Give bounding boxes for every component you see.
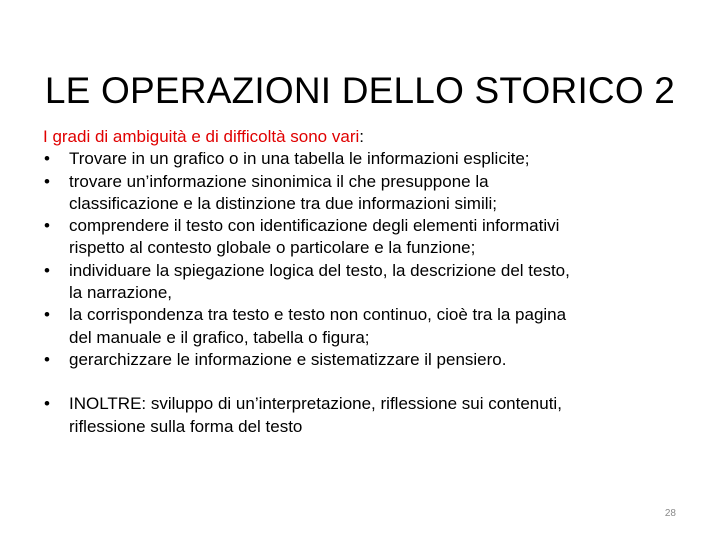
list-item (43, 349, 693, 371)
list-item-line: la corrispondenza tra testo e testo non continuo, cioè tra la pagina (69, 305, 567, 325)
list-item-line: del manuale e il grafico, tabella o figura; (69, 327, 370, 347)
extra-bullet-list (43, 393, 693, 438)
intro-red-text: I gradi di ambiguità e di difficoltà sono vari (43, 127, 360, 146)
bullet-icon: • (44, 216, 50, 236)
list-item-line: trovare un’informazione sinonimica il che presuppone la (69, 171, 489, 191)
list-item (43, 148, 693, 170)
slide-title: LE OPERAZIONI DELLO STORICO 2 (44, 69, 676, 111)
list-item-line: individuare la spiegazione logica del testo, la descrizione del testo, (69, 260, 570, 280)
slide-content (43, 126, 693, 438)
bullet-icon: • (44, 149, 50, 169)
list-item-line: classificazione e la distinzione tra due informazioni simili; (69, 193, 498, 213)
list-item (43, 260, 693, 305)
list-item-line: la narrazione, (69, 283, 173, 303)
list-item-line: riflessione sulla forma del testo (69, 416, 303, 436)
list-item-line: comprendere il testo con identificazione degli elementi informativi (69, 216, 560, 236)
list-item (43, 304, 693, 349)
list-item-line: gerarchizzare le informazione e sistematizzare il pensiero. (69, 349, 507, 369)
spacer (43, 371, 693, 393)
bullet-icon: • (44, 305, 50, 325)
bullet-icon: • (44, 394, 50, 414)
list-item (43, 215, 693, 260)
bullet-icon: • (44, 260, 50, 280)
list-item (43, 171, 693, 216)
page-number: 28 (664, 508, 676, 519)
list-item (43, 393, 693, 438)
intro-line (43, 126, 693, 148)
intro-colon: : (359, 127, 364, 146)
bullet-list (43, 148, 693, 371)
list-item-line: INOLTRE: sviluppo di un’interpretazione, riflessione sui contenuti, (69, 394, 562, 414)
list-item-line: Trovare in un grafico o in una tabella le informazioni esplicite; (69, 149, 530, 169)
bullet-icon: • (44, 349, 50, 369)
bullet-icon: • (44, 171, 50, 191)
list-item-line: rispetto al contesto globale o particolare e la funzione; (69, 238, 476, 258)
